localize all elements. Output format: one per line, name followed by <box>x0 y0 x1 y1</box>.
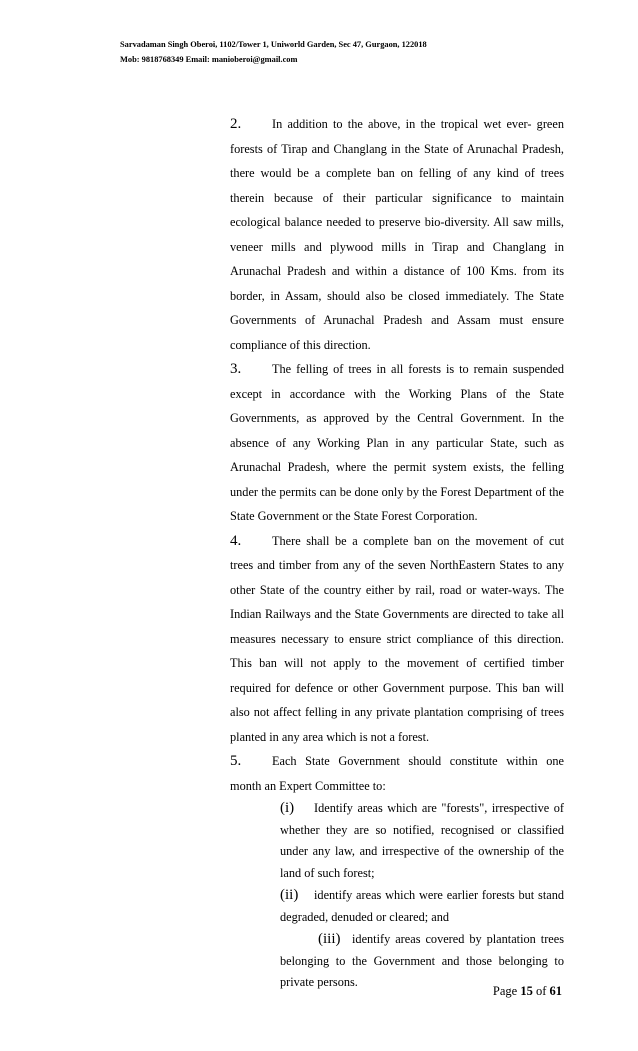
paragraph-4 <box>230 529 564 750</box>
letterhead <box>120 37 600 67</box>
paragraph-number: 5. <box>230 753 242 769</box>
paragraph-3 <box>230 357 564 529</box>
subparagraph-i <box>280 798 564 884</box>
paragraph-text: In addition to the above, in the tropical wet ever- green forests of Tirap and Changlang in the State of Arunachal Pradesh, there would be a complete ban on felling of any kind of trees therein because of their particular significance to maintain ecological balance needed to preserve bio-diversity. All saw mills, veneer mills and plywood mills in Tirap and Changlang in Arunachal Pradesh and within a distance of 100 Kms. from its border, in Assam, should also be closed immediately. The State Governments of Arunachal Pradesh and Assam must ensure compliance of this direction. <box>230 117 564 352</box>
paragraph-text: The felling of trees in all forests is to remain suspended except in accordance with the Working Plans of the State Governments, as approved by the Central Government. In the absence of any Working Plan in any particular State, such as Arunachal Pradesh, where the permit system exists, the felling under the permits can be done only by the Forest Department of the State Government or the State Forest Corporation. <box>230 362 564 523</box>
subparagraph-number: (i) <box>280 800 295 816</box>
page-number <box>493 984 562 999</box>
page-total: 61 <box>549 984 562 998</box>
subparagraph-text: identify areas which were earlier forests but stand degraded, denuded or cleared; and <box>280 888 564 924</box>
of-word: of <box>535 984 547 998</box>
letterhead-address: Sarvadaman Singh Oberoi, 1102/Tower 1, Uniworld Garden, Sec 47, Gurgaon, 122018 <box>120 40 427 49</box>
subparagraph-number: (iii) <box>318 931 341 947</box>
subparagraph-text: Identify areas which are "forests", irrespective of whether they are so notified, recognised or classified under any law, and irrespective of the ownership of the land of such forest; <box>280 801 564 880</box>
subparagraph-text: identify areas covered by plantation trees belonging to the Government and those belonging to private persons. <box>280 932 564 989</box>
page-word: Page <box>492 984 518 998</box>
paragraph-text: There shall be a complete ban on the movement of cut trees and timber from any of the seven NorthEastern States to any other State of the country either by rail, road or water-ways. The Indian Railways and the State Governments are directed to take all measures necessary to ensure strict compliance of this direction. This ban will not apply to the movement of certified timber required for defence or other Government purpose. This ban will also not affect felling in any private plantation comprising of trees planted in any area which is not a forest. <box>230 533 564 744</box>
paragraph-5 <box>230 749 564 798</box>
subparagraph-ii <box>280 885 564 928</box>
paragraph-2 <box>230 112 564 357</box>
paragraph-number: 3. <box>230 361 242 377</box>
paragraph-text: Each State Government should constitute within one month an Expert Committee to: <box>230 754 564 793</box>
document-body <box>230 112 564 994</box>
page-current: 15 <box>520 984 533 998</box>
subparagraph-number: (ii) <box>280 887 299 903</box>
letterhead-contact: Mob: 9818768349 Email: manioberoi@gmail.com <box>120 55 298 64</box>
paragraph-number: 2. <box>230 116 242 132</box>
paragraph-number: 4. <box>230 532 242 549</box>
